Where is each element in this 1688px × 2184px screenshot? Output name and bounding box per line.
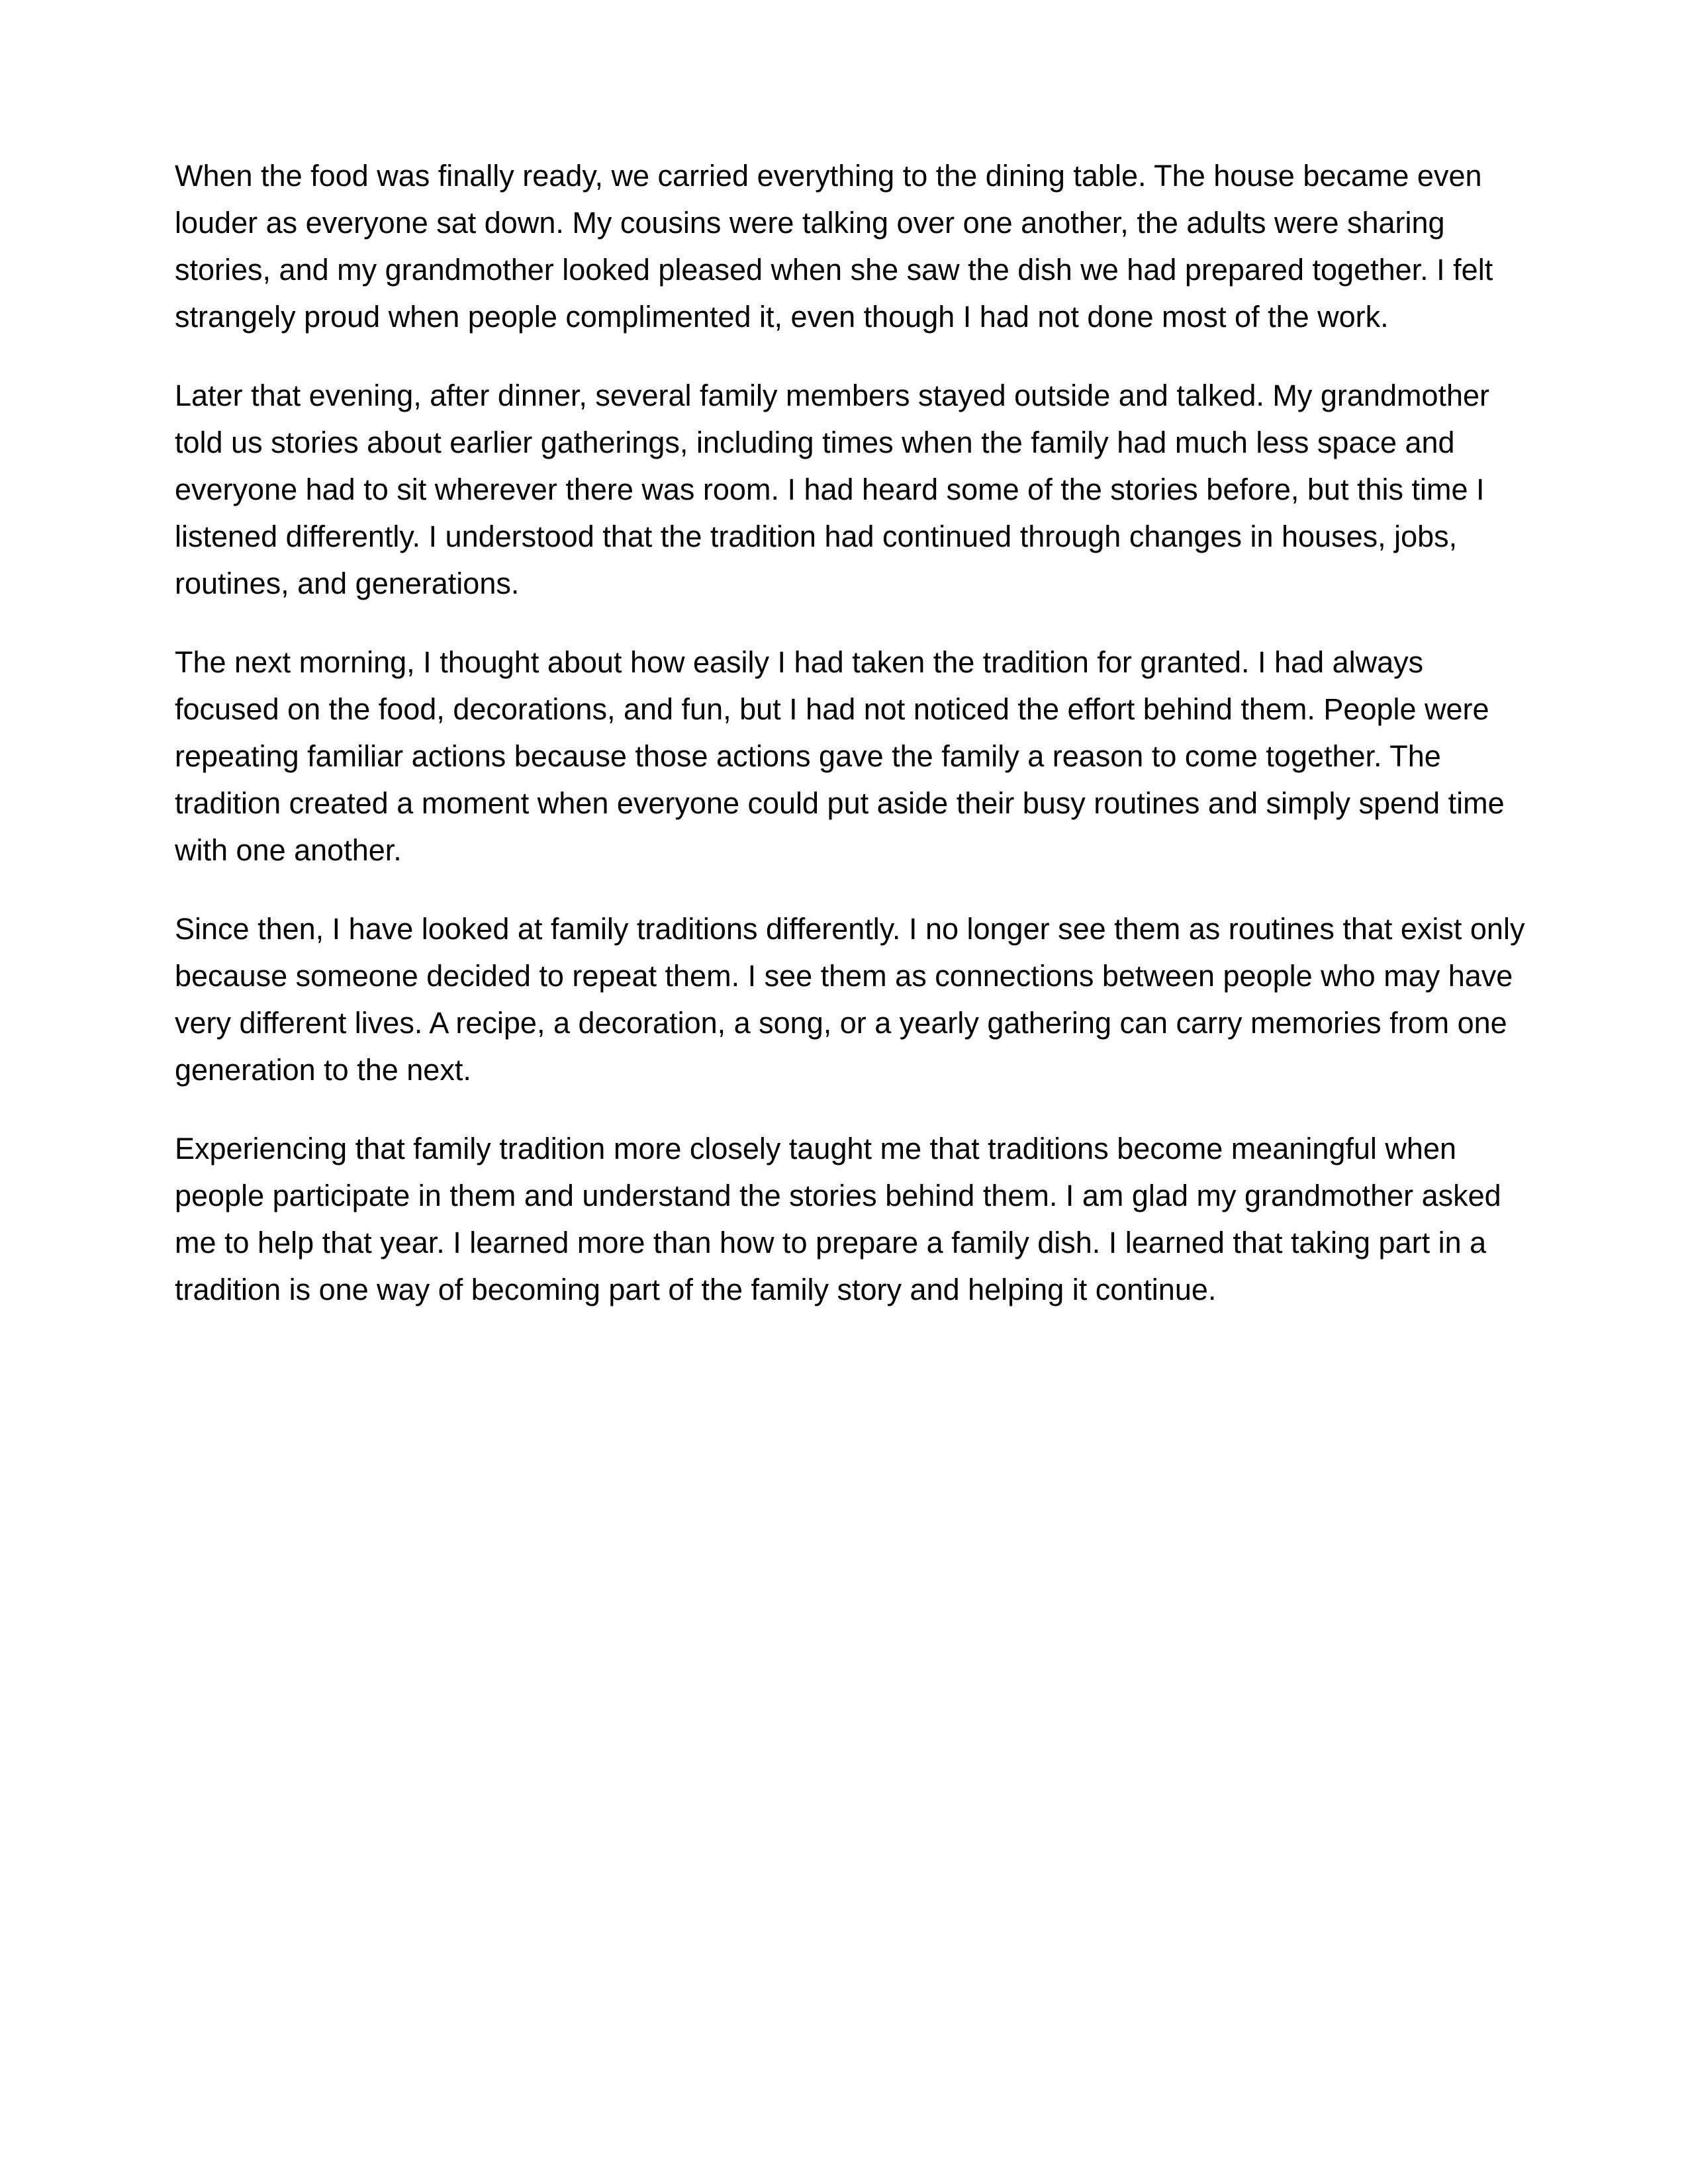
paragraph-4: Since then, I have looked at family traditions differently. I no longer see them as routines that exist only because someone decided to repeat them. I see them as connections between people who may have very different lives. A recipe, a decoration, a song, or a yearly gathering can carry memories from one generation to the next.: [175, 912, 1525, 1087]
document-body: [175, 152, 1525, 1345]
paragraph-3: The next morning, I thought about how easily I had taken the tradition for granted. I had always focused on the food, decorations, and fun, but I had not noticed the effort behind them. People were repeating familiar actions because those actions gave the family a reason to come together. The tradition created a moment when everyone could put aside their busy routines and simply spend time with one another.: [175, 645, 1505, 867]
paragraph-2: Later that evening, after dinner, several family members stayed outside and talked. My grandmother told us stories about earlier gatherings, including times when the family had much less space and everyone had to sit wherever there was room. I had heard some of the stories before, but this time I listened differently. I understood that the tradition had continued through changes in houses, jobs, routines, and generations.: [175, 379, 1490, 600]
paragraph-1: When the food was finally ready, we carried everything to the dining table. The house became even louder as everyone sat down. My cousins were talking over one another, the adults were sharing stories, and my grandmother looked pleased when she saw the dish we had prepared together. I felt strangely proud when people complimented it, even though I had not done most of the work.: [175, 159, 1493, 334]
paragraph-5: Experiencing that family tradition more closely taught me that traditions become meaningful when people participate in them and understand the stories behind them. I am glad my grandmother asked me to help that year. I learned more than how to prepare a family dish. I learned that taking part in a tradition is one way of becoming part of the family story and helping it continue.: [175, 1132, 1501, 1306]
